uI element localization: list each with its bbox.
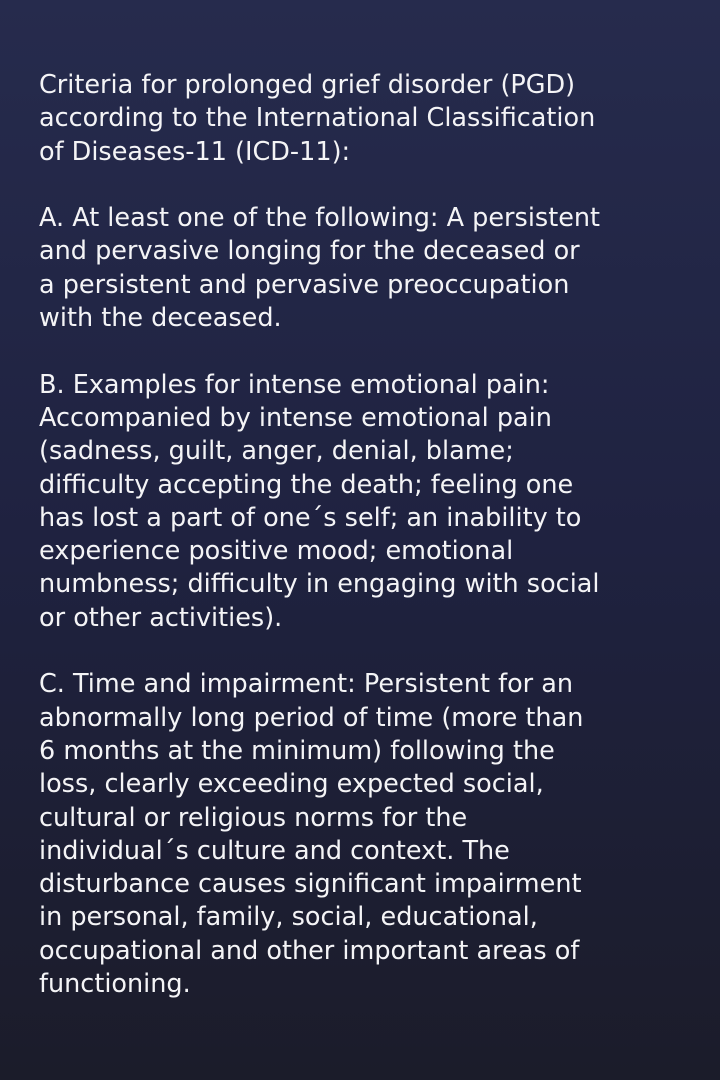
document-title: Criteria for prolonged grief disorder (PGD) according to the International Classification of Diseases-11 (ICD-11): [39,70,596,167]
criterion-a-text: A. At least one of the following: A persistent and pervasive longing for the deceased or a persistent and pervasive preoccupation with the deceased. [39,203,601,334]
paragraph-spacer [39,335,684,368]
criterion-c-text: C. Time and impairment: Persistent for an abnormally long period of time (more than 6 months at the minimum) following the loss, clearly exceeding expected social, cultural or religious norms for the individual´s culture and context. The disturbance causes significant impairment in personal, family, social, educational, occupational and other important areas of functioning. [39,669,584,1000]
paragraph-spacer [39,635,684,668]
criterion-b-text: B. Examples for intense emotional pain: Accompanied by intense emotional pain (sadness, guilt, anger, denial, blame; difficulty accepting the death; feeling one has lost a part of one´s self; an inability to experience positive mood; emotional numbness; difficulty in engaging with social or other activities). [39,369,600,633]
paragraph-spacer [39,169,684,202]
